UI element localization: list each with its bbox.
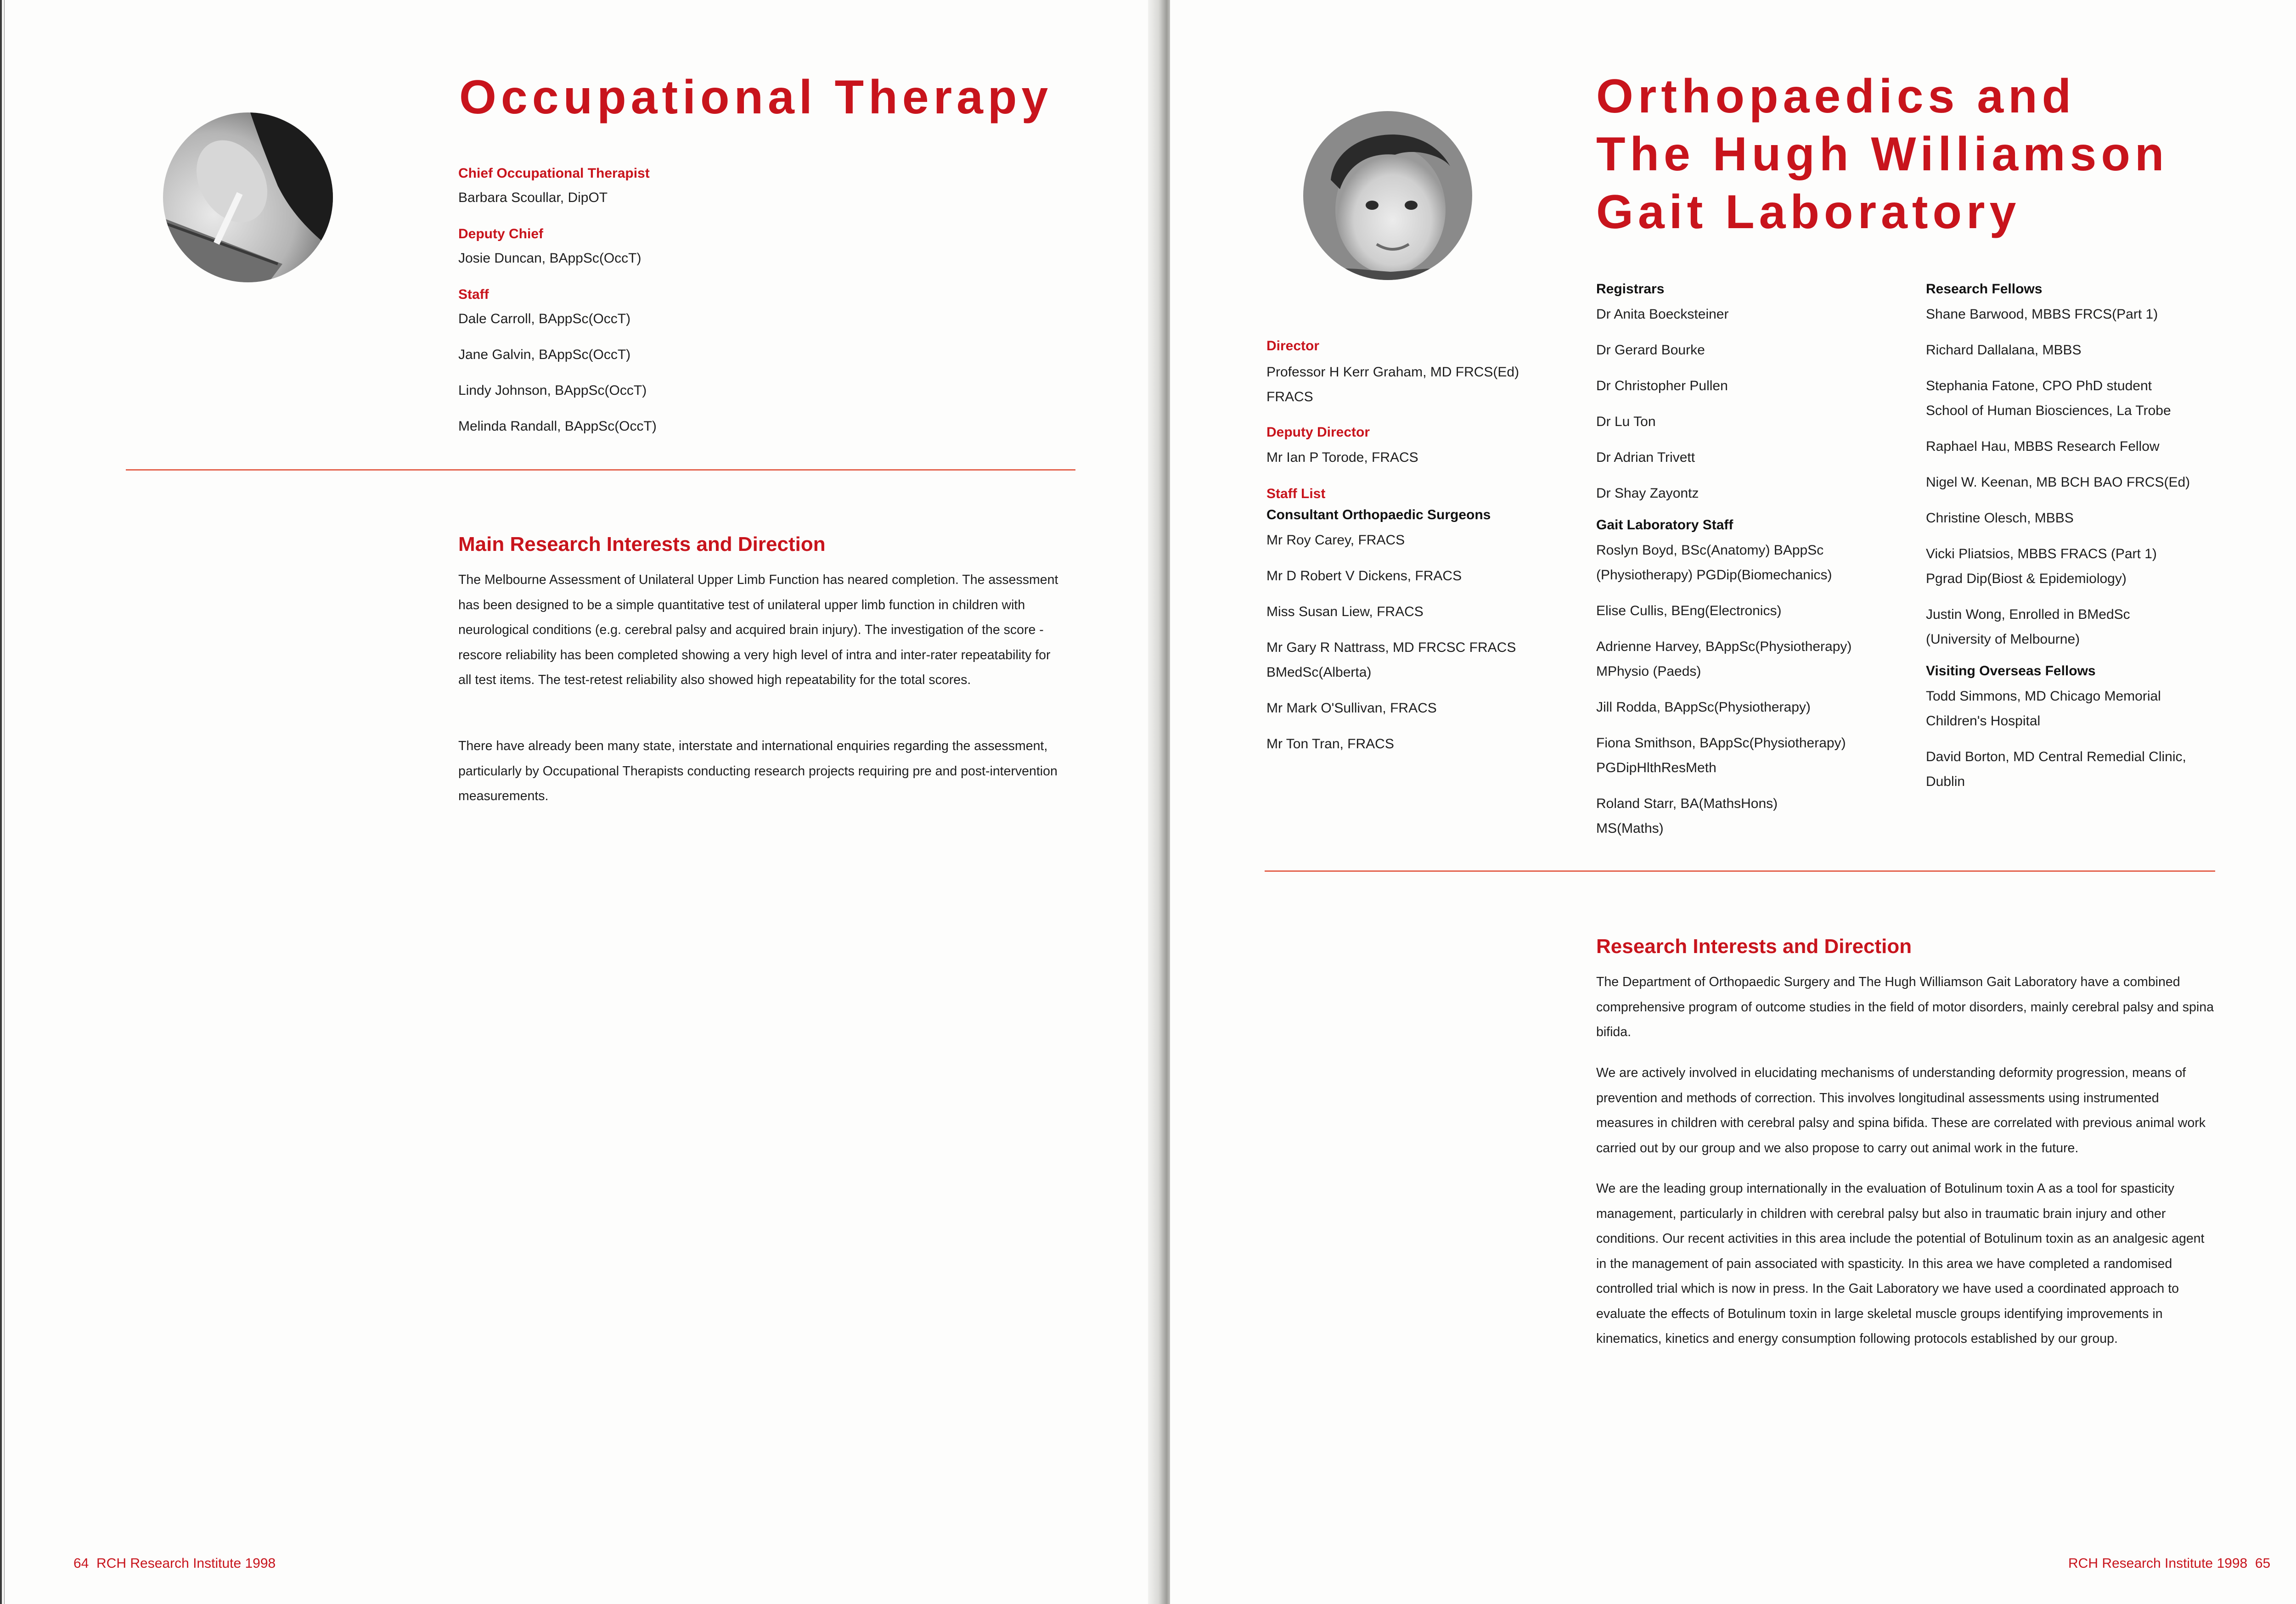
staff-entry: David Borton, MD Central Remedial Clinic, [1926, 749, 2186, 764]
staff-entry: Children's Hospital [1926, 713, 2041, 729]
staff-entry: BMedSc(Alberta) [1266, 665, 1372, 680]
child-portrait-photo [1303, 111, 1472, 280]
staff-entry: Dr Christopher Pullen [1596, 378, 1728, 393]
page-title-line: Gait Laboratory [1596, 185, 2021, 239]
page-footer: 64 RCH Research Institute 1998 [73, 1556, 276, 1571]
section-divider [1265, 870, 2215, 872]
staff-entry: Roland Starr, BA(MathsHons) [1596, 796, 1778, 811]
role-label: Visiting Overseas Fellows [1926, 663, 2096, 679]
staff-entry: Dale Carroll, BAppSc(OccT) [458, 311, 631, 326]
staff-entry: MS(Maths) [1596, 821, 1664, 836]
body-paragraph: There have already been many state, interstate and international enquiries regarding the assessment, particularly by Occupational Therapists conducting research projects requiring pre and post-intervention measurements. [458, 739, 1058, 803]
right-page [1170, 0, 2296, 1604]
role-label: Gait Laboratory Staff [1596, 517, 1733, 533]
staff-entry: Mr Ian P Torode, FRACS [1266, 450, 1418, 465]
staff-entry: Dublin [1926, 774, 1965, 789]
staff-entry: Professor H Kerr Graham, MD FRCS(Ed) [1266, 365, 1519, 380]
staff-entry: Mr Ton Tran, FRACS [1266, 736, 1394, 752]
staff-entry: Raphael Hau, MBBS Research Fellow [1926, 439, 2160, 454]
hand-writing-photo [163, 112, 333, 282]
role-label: Registrars [1596, 281, 1665, 297]
staff-entry: Dr Lu Ton [1596, 414, 1656, 429]
staff-entry: School of Human Biosciences, La Trobe [1926, 403, 2171, 418]
body-paragraph: The Department of Orthopaedic Surgery and The Hugh Williamson Gait Laboratory have a combined comprehensive program of outcome studies in the field of motor disorders, mainly cerebral palsy and spina bifida. [1596, 975, 2214, 1039]
section-heading: Main Research Interests and Direction [458, 533, 826, 555]
staff-entry: Josie Duncan, BAppSc(OccT) [458, 251, 642, 266]
role-sublabel: Consultant Orthopaedic Surgeons [1266, 507, 1491, 522]
staff-entry: Jane Galvin, BAppSc(OccT) [458, 347, 631, 362]
staff-entry: Dr Shay Zayontz [1596, 486, 1699, 501]
role-label: Staff List [1266, 486, 1326, 501]
staff-entry: Jill Rodda, BAppSc(Physiotherapy) [1596, 700, 1811, 715]
staff-entry: Justin Wong, Enrolled in BMedSc [1926, 607, 2130, 622]
staff-entry: Melinda Randall, BAppSc(OccT) [458, 419, 657, 434]
staff-entry: Richard Dallalana, MBBS [1926, 342, 2082, 358]
role-label: Staff [458, 287, 489, 302]
staff-entry: Todd Simmons, MD Chicago Memorial [1926, 689, 2161, 704]
staff-entry: Vicki Pliatsios, MBBS FRACS (Part 1) [1926, 546, 2157, 561]
staff-entry: Pgrad Dip(Biost & Epidemiology) [1926, 571, 2127, 586]
staff-entry: Mr Mark O'Sullivan, FRACS [1266, 701, 1437, 716]
section-divider [126, 469, 1075, 471]
role-label: Research Fellows [1926, 281, 2043, 297]
role-label: Deputy Director [1266, 425, 1370, 440]
staff-entry: PGDipHlthResMeth [1596, 760, 1716, 775]
staff-entry: Shane Barwood, MBBS FRCS(Part 1) [1926, 307, 2158, 322]
staff-entry: Miss Susan Liew, FRACS [1266, 604, 1424, 619]
staff-entry: (University of Melbourne) [1926, 632, 2080, 647]
staff-entry: Fiona Smithson, BAppSc(Physiotherapy) [1596, 735, 1846, 751]
staff-entry: Mr Roy Carey, FRACS [1266, 533, 1405, 548]
staff-entry: Christine Olesch, MBBS [1926, 510, 2074, 526]
staff-entry: Elise Cullis, BEng(Electronics) [1596, 603, 1782, 618]
staff-entry: Lindy Johnson, BAppSc(OccT) [458, 383, 647, 398]
page-title: Occupational Therapy [459, 71, 1053, 124]
staff-entry: Dr Adrian Trivett [1596, 450, 1695, 465]
staff-entry: Adrienne Harvey, BAppSc(Physiotherapy) [1596, 639, 1852, 654]
section-heading: Research Interests and Direction [1596, 935, 1912, 958]
role-label: Chief Occupational Therapist [458, 166, 650, 181]
role-label: Director [1266, 338, 1320, 353]
left-page [5, 0, 1153, 1604]
page-title-line: Orthopaedics and [1596, 70, 2076, 123]
role-label: Deputy Chief [458, 226, 544, 241]
body-paragraph: We are the leading group internationally in the evaluation of Botulinum toxin A as a tool for spasticity management, particularly in children with cerebral palsy but also in traumatic brain injury and other conditions. Our recent activities in this area include the potential of Botulinum toxin as an analgesic agent in the management of pain associated with spasticity. In this area we have completed a randomised controlled trial which is now in press. In the Gait Laboratory we have used a coordinated approach to evaluate the effects of Botulinum toxin in large skeletal muscle groups identifying improvements in kinematics, kinetics and energy consumption following protocols established by our group. [1596, 1181, 2205, 1346]
body-paragraph: We are actively involved in elucidating mechanisms of understanding deformity progression, means of prevention and methods of correction. This involves longitudinal assessments using instrumented measures in children with cerebral palsy and spina bifida. These are correlated with previous animal work carried out by our group and we also propose to carry out animal work in the future. [1596, 1066, 2206, 1155]
staff-entry: Dr Anita Boecksteiner [1596, 307, 1729, 322]
page-footer: RCH Research Institute 1998 65 [2068, 1556, 2271, 1571]
page-title-line: The Hugh Williamson [1596, 128, 2169, 181]
staff-entry: Nigel W. Keenan, MB BCH BAO FRCS(Ed) [1926, 475, 2190, 490]
staff-entry: Mr D Robert V Dickens, FRACS [1266, 568, 1462, 583]
staff-entry: Dr Gerard Bourke [1596, 342, 1705, 358]
staff-entry: Stephania Fatone, CPO PhD student [1926, 378, 2152, 393]
staff-entry: Roslyn Boyd, BSc(Anatomy) BAppSc [1596, 543, 1824, 558]
staff-entry: Mr Gary R Nattrass, MD FRCSC FRACS [1266, 640, 1516, 655]
body-paragraph: The Melbourne Assessment of Unilateral Upper Limb Function has neared completion. The assessment has been designed to be a simple quantitative test of unilateral upper limb function in children with neurological conditions (e.g. cerebral palsy and acquired brain injury). The investigation of the score - rescore reliability has been completed showing a very high level of intra and inter-rater repeatability for all test items. The test-retest reliability also showed high repeatability for the total scores. [458, 572, 1058, 687]
staff-entry: MPhysio (Paeds) [1596, 664, 1701, 679]
staff-entry: (Physiotherapy) PGDip(Biomechanics) [1596, 567, 1832, 583]
staff-entry: Barbara Scoullar, DipOT [458, 190, 608, 205]
staff-entry: FRACS [1266, 389, 1313, 404]
